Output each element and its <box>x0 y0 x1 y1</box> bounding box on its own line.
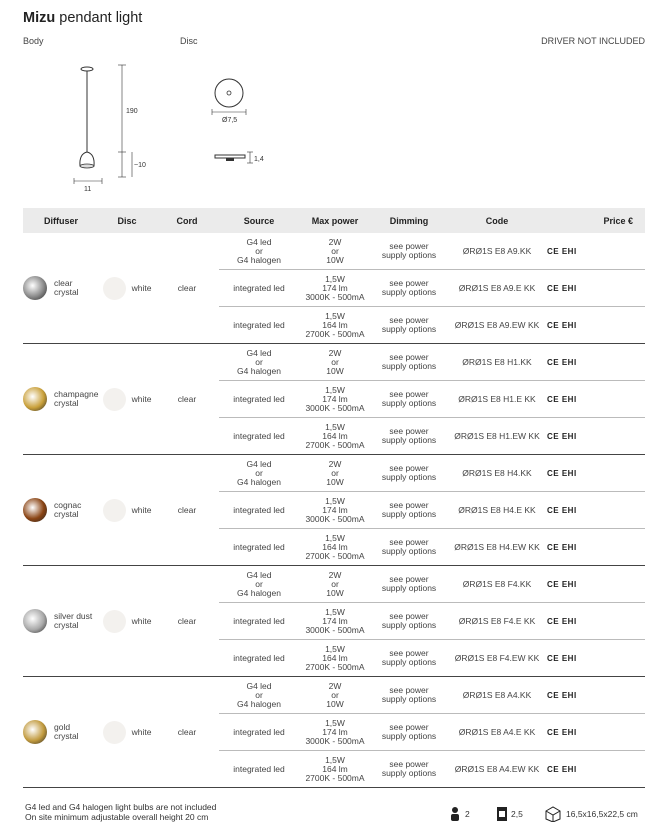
dimming-cell-line: supply options <box>381 620 437 630</box>
power-cell-line: 1,5W <box>325 310 345 321</box>
source-cell-line: integrated led <box>233 393 285 404</box>
price-cell <box>547 455 645 492</box>
power-cell-line: 164 lm <box>322 541 348 552</box>
power-cell-line: 3000K - 500mA <box>305 291 365 302</box>
dimming-cell <box>371 381 447 418</box>
source-cell <box>219 529 299 566</box>
price-cell <box>547 307 645 344</box>
product-code: ØRØ1S E8 F4.KK <box>447 566 547 603</box>
dimming-cell-line: see power <box>389 352 429 362</box>
price-cell <box>547 492 645 529</box>
diffuser-swatch <box>23 498 47 522</box>
dimming-cell <box>371 714 447 751</box>
dimming-cell-line: supply options <box>381 324 437 334</box>
source-cell-line: or <box>255 578 263 589</box>
power-cell <box>299 233 371 270</box>
cord-cell: clear <box>155 455 219 566</box>
dimming-cell-line: supply options <box>381 583 437 593</box>
dimming-cell <box>371 344 447 381</box>
dimming-cell-line: supply options <box>381 435 437 445</box>
price-cell <box>547 344 645 381</box>
diffuser-material: crystal <box>54 731 79 741</box>
power-cell-line: or <box>331 245 339 256</box>
source-cell-line: or <box>255 245 263 256</box>
dimming-cell-line: see power <box>389 463 429 473</box>
product-code: ØRØ1S E8 F4.EW KK <box>447 640 547 677</box>
header-source: Source <box>219 208 299 233</box>
table-row <box>23 677 645 714</box>
dimming-cell-line: see power <box>389 278 429 288</box>
source-cell-line: G4 led <box>246 458 272 469</box>
source-cell-line: G4 halogen <box>237 698 281 709</box>
source-cell <box>219 603 299 640</box>
source-cell-line: integrated led <box>233 504 285 515</box>
power-cell <box>299 677 371 714</box>
dimming-cell-line: supply options <box>381 472 437 482</box>
diffuser-swatch <box>23 387 47 411</box>
diffuser-material: crystal <box>54 287 79 297</box>
label-disc: Disc <box>180 36 198 46</box>
dim-height: 190 <box>126 108 138 115</box>
disc-color: white <box>131 282 152 293</box>
spec-table <box>23 208 645 788</box>
disc-color: white <box>131 393 152 404</box>
source-cell <box>219 307 299 344</box>
dimming-cell-line: see power <box>389 537 429 547</box>
power-cell-line: 2700K - 500mA <box>305 439 365 450</box>
power-cell <box>299 307 371 344</box>
power-cell <box>299 381 371 418</box>
power-cell-line: 1,5W <box>325 421 345 432</box>
price-cell <box>547 640 645 677</box>
power-cell <box>299 640 371 677</box>
product-code: ØRØ1S E8 H1.KK <box>447 344 547 381</box>
dimming-cell-line: supply options <box>381 694 437 704</box>
price-cell <box>547 751 645 788</box>
diffuser-name: cognac <box>54 500 82 510</box>
source-cell-line: integrated led <box>233 615 285 626</box>
power-cell-line: 2W <box>328 680 342 691</box>
price-cell <box>547 381 645 418</box>
persons-count: 2 <box>465 809 470 819</box>
dimming-cell-line: see power <box>389 722 429 732</box>
dimming-cell <box>371 640 447 677</box>
dimming-cell <box>371 492 447 529</box>
disc-cell <box>99 233 155 344</box>
table-row <box>23 566 645 603</box>
power-cell-line: 1,5W <box>325 606 345 617</box>
diffuser-material: crystal <box>54 620 79 630</box>
power-cell-line: 2700K - 500mA <box>305 328 365 339</box>
source-cell-line: G4 halogen <box>237 254 281 265</box>
power-cell-line: 3000K - 500mA <box>305 513 365 524</box>
ce-mark: CE EHI <box>547 616 577 626</box>
diffuser-name: gold <box>54 722 71 732</box>
body-drawing <box>74 65 146 193</box>
disc-color: white <box>131 726 152 737</box>
power-cell-line: 2W <box>328 458 342 469</box>
power-cell-line: 2700K - 500mA <box>305 772 365 783</box>
header-disc: Disc <box>99 208 155 233</box>
source-cell <box>219 677 299 714</box>
source-cell-line: G4 led <box>246 347 272 358</box>
dimming-cell <box>371 418 447 455</box>
dimming-cell <box>371 603 447 640</box>
power-cell <box>299 529 371 566</box>
weight-icon <box>496 806 508 822</box>
power-cell-line: 10W <box>326 698 344 709</box>
ce-mark: CE EHI <box>547 579 577 589</box>
power-cell-line: 1,5W <box>325 717 345 728</box>
source-cell <box>219 714 299 751</box>
dimming-cell <box>371 677 447 714</box>
dimming-cell-line: supply options <box>381 361 437 371</box>
power-cell <box>299 492 371 529</box>
dimming-cell <box>371 270 447 307</box>
power-cell-line: 2W <box>328 347 342 358</box>
dimming-cell-line: see power <box>389 241 429 251</box>
ce-mark: CE EHI <box>547 764 577 774</box>
ce-mark: CE EHI <box>547 542 577 552</box>
ce-mark: CE EHI <box>547 246 577 256</box>
dimming-cell-line: supply options <box>381 509 437 519</box>
dim-body: ~10 <box>134 162 146 169</box>
power-cell-line: 10W <box>326 587 344 598</box>
ce-mark: CE EHI <box>547 468 577 478</box>
package-size: 16,5x16,5x22,5 cm <box>566 809 638 819</box>
diffuser-cell <box>23 677 99 788</box>
disc-swatch <box>103 388 126 411</box>
source-cell <box>219 640 299 677</box>
product-code: ØRØ1S E8 H1.EW KK <box>447 418 547 455</box>
power-cell <box>299 455 371 492</box>
diffuser-swatch <box>23 276 47 300</box>
cord-cell: clear <box>155 677 219 788</box>
product-code: ØRØ1S E8 F4.E KK <box>447 603 547 640</box>
source-cell-line: G4 halogen <box>237 365 281 376</box>
header-price: Price € <box>547 208 645 233</box>
dim-disc-height: 1,4 <box>254 156 264 163</box>
header-code: Code <box>447 208 547 233</box>
product-code: ØRØ1S E8 H4.E KK <box>447 492 547 529</box>
diffuser-swatch <box>23 720 47 744</box>
power-cell-line: 164 lm <box>322 652 348 663</box>
product-code: ØRØ1S E8 A9.KK <box>447 233 547 270</box>
header-cord: Cord <box>155 208 219 233</box>
product-code: ØRØ1S E8 A4.E KK <box>447 714 547 751</box>
disc-swatch <box>103 721 126 744</box>
dimming-cell-line: supply options <box>381 768 437 778</box>
source-cell-line: G4 halogen <box>237 587 281 598</box>
label-body: Body <box>23 36 44 46</box>
disc-color: white <box>131 504 152 515</box>
power-cell <box>299 751 371 788</box>
persons-info <box>450 806 470 822</box>
power-cell <box>299 603 371 640</box>
power-cell-line: 10W <box>326 254 344 265</box>
power-cell <box>299 714 371 751</box>
ce-mark: CE EHI <box>547 283 577 293</box>
product-code: ØRØ1S E8 H1.E KK <box>447 381 547 418</box>
product-code: ØRØ1S E8 A9.EW KK <box>447 307 547 344</box>
ce-mark: CE EHI <box>547 727 577 737</box>
dimming-cell-line: see power <box>389 315 429 325</box>
power-cell-line: 1,5W <box>325 384 345 395</box>
header-max-power: Max power <box>299 208 371 233</box>
dimming-cell-line: see power <box>389 759 429 769</box>
power-cell-line: 1,5W <box>325 643 345 654</box>
power-cell-line: 2W <box>328 569 342 580</box>
price-cell <box>547 714 645 751</box>
weight-value: 2,5 <box>511 809 523 819</box>
disc-swatch <box>103 610 126 633</box>
ce-mark: CE EHI <box>547 690 577 700</box>
power-cell-line: 174 lm <box>322 615 348 626</box>
power-cell-line: 2W <box>328 236 342 247</box>
diffuser-name: silver dust <box>54 611 93 621</box>
source-cell-line: integrated led <box>233 430 285 441</box>
source-cell-line: G4 halogen <box>237 476 281 487</box>
power-cell-line: or <box>331 578 339 589</box>
price-cell <box>547 233 645 270</box>
power-cell-line: 164 lm <box>322 430 348 441</box>
source-cell <box>219 455 299 492</box>
power-cell-line: 2700K - 500mA <box>305 661 365 672</box>
cord-cell: clear <box>155 566 219 677</box>
source-cell <box>219 566 299 603</box>
table-row <box>23 455 645 492</box>
power-cell-line: 1,5W <box>325 754 345 765</box>
dimming-cell-line: see power <box>389 426 429 436</box>
ce-mark: CE EHI <box>547 505 577 515</box>
power-cell-line: or <box>331 356 339 367</box>
box-icon <box>544 806 562 822</box>
dimming-cell-line: supply options <box>381 398 437 408</box>
source-cell-line: G4 led <box>246 569 272 580</box>
source-cell <box>219 233 299 270</box>
source-cell-line: integrated led <box>233 282 285 293</box>
diffuser-cell <box>23 566 99 677</box>
ce-mark: CE EHI <box>547 357 577 367</box>
disc-cell <box>99 455 155 566</box>
disc-swatch <box>103 499 126 522</box>
disc-cell <box>99 566 155 677</box>
power-cell-line: 1,5W <box>325 532 345 543</box>
page-title: Mizu pendant light <box>23 10 143 26</box>
person-icon <box>450 806 462 822</box>
ce-mark: CE EHI <box>547 394 577 404</box>
diffuser-cell <box>23 233 99 344</box>
power-cell <box>299 270 371 307</box>
source-cell-line: integrated led <box>233 319 285 330</box>
source-cell <box>219 751 299 788</box>
dimming-cell <box>371 455 447 492</box>
diffuser-name: clear <box>54 278 73 288</box>
source-cell <box>219 270 299 307</box>
dimming-cell-line: supply options <box>381 657 437 667</box>
disc-cell <box>99 344 155 455</box>
package-info <box>544 806 638 822</box>
header-diffuser: Diffuser <box>23 208 99 233</box>
power-cell-line: 2700K - 500mA <box>305 550 365 561</box>
power-cell-line: 3000K - 500mA <box>305 735 365 746</box>
source-cell-line: integrated led <box>233 541 285 552</box>
disc-color: white <box>131 615 152 626</box>
diffuser-cell <box>23 455 99 566</box>
dimming-cell-line: see power <box>389 611 429 621</box>
price-cell <box>547 603 645 640</box>
power-cell-line: 174 lm <box>322 504 348 515</box>
diffuser-material: crystal <box>54 509 79 519</box>
power-cell-line: 1,5W <box>325 495 345 506</box>
power-cell-line: 3000K - 500mA <box>305 402 365 413</box>
footer-notes <box>25 802 216 822</box>
table-header <box>23 208 645 233</box>
power-cell-line: 1,5W <box>325 273 345 284</box>
price-cell <box>547 677 645 714</box>
dimming-cell <box>371 751 447 788</box>
power-cell-line: or <box>331 467 339 478</box>
power-cell-line: 174 lm <box>322 393 348 404</box>
cord-cell: clear <box>155 233 219 344</box>
power-cell <box>299 418 371 455</box>
power-cell-line: 164 lm <box>322 763 348 774</box>
source-cell-line: or <box>255 689 263 700</box>
source-cell-line: or <box>255 467 263 478</box>
weight-info <box>496 806 523 822</box>
technical-drawing <box>0 55 320 195</box>
source-cell-line: G4 led <box>246 236 272 247</box>
power-cell-line: 174 lm <box>322 282 348 293</box>
dimming-cell-line: see power <box>389 389 429 399</box>
disc-drawing <box>212 79 264 163</box>
source-cell-line: integrated led <box>233 763 285 774</box>
diffuser-cell <box>23 344 99 455</box>
power-cell-line: 164 lm <box>322 319 348 330</box>
power-cell-line: 10W <box>326 476 344 487</box>
footer-note-bulbs: G4 led and G4 halogen light bulbs are not included <box>25 802 217 812</box>
dimming-cell-line: see power <box>389 574 429 584</box>
ce-mark: CE EHI <box>547 653 577 663</box>
source-cell <box>219 492 299 529</box>
ce-mark: CE EHI <box>547 320 577 330</box>
dim-disc-diameter: Ø7,5 <box>222 117 238 124</box>
power-cell-line: 10W <box>326 365 344 376</box>
dim-width: 11 <box>84 186 92 193</box>
source-cell-line: integrated led <box>233 652 285 663</box>
table-row <box>23 233 645 270</box>
table-row <box>23 344 645 381</box>
diffuser-swatch <box>23 609 47 633</box>
ce-mark: CE EHI <box>547 431 577 441</box>
product-code: ØRØ1S E8 H4.KK <box>447 455 547 492</box>
dimming-cell <box>371 529 447 566</box>
product-code: ØRØ1S E8 H4.EW KK <box>447 529 547 566</box>
product-code: ØRØ1S E8 A4.EW KK <box>447 751 547 788</box>
dimming-cell-line: supply options <box>381 287 437 297</box>
price-cell <box>547 566 645 603</box>
label-driver-not-included: DRIVER NOT INCLUDED <box>541 36 645 46</box>
dimming-cell <box>371 307 447 344</box>
disc-cell <box>99 677 155 788</box>
source-cell-line: G4 led <box>246 680 272 691</box>
dimming-cell-line: supply options <box>381 250 437 260</box>
source-cell <box>219 418 299 455</box>
dimming-cell-line: see power <box>389 685 429 695</box>
dimming-cell-line: see power <box>389 500 429 510</box>
price-cell <box>547 529 645 566</box>
disc-swatch <box>103 277 126 300</box>
diffuser-material: crystal <box>54 398 79 408</box>
source-cell <box>219 381 299 418</box>
dimming-cell <box>371 566 447 603</box>
power-cell-line: 3000K - 500mA <box>305 624 365 635</box>
power-cell-line: 174 lm <box>322 726 348 737</box>
diffuser-name: champagne <box>54 389 99 399</box>
power-cell <box>299 344 371 381</box>
dimming-cell-line: supply options <box>381 731 437 741</box>
footer-note-height: On site minimum adjustable overall height 20 cm <box>25 812 209 822</box>
source-cell <box>219 344 299 381</box>
power-cell-line: or <box>331 689 339 700</box>
power-cell <box>299 566 371 603</box>
dimming-cell-line: see power <box>389 648 429 658</box>
header-dimming: Dimming <box>371 208 447 233</box>
dimming-cell-line: supply options <box>381 546 437 556</box>
product-code: ØRØ1S E8 A9.E KK <box>447 270 547 307</box>
product-code: ØRØ1S E8 A4.KK <box>447 677 547 714</box>
cord-cell: clear <box>155 344 219 455</box>
price-cell <box>547 270 645 307</box>
dimming-cell <box>371 233 447 270</box>
source-cell-line: integrated led <box>233 726 285 737</box>
price-cell <box>547 418 645 455</box>
source-cell-line: or <box>255 356 263 367</box>
